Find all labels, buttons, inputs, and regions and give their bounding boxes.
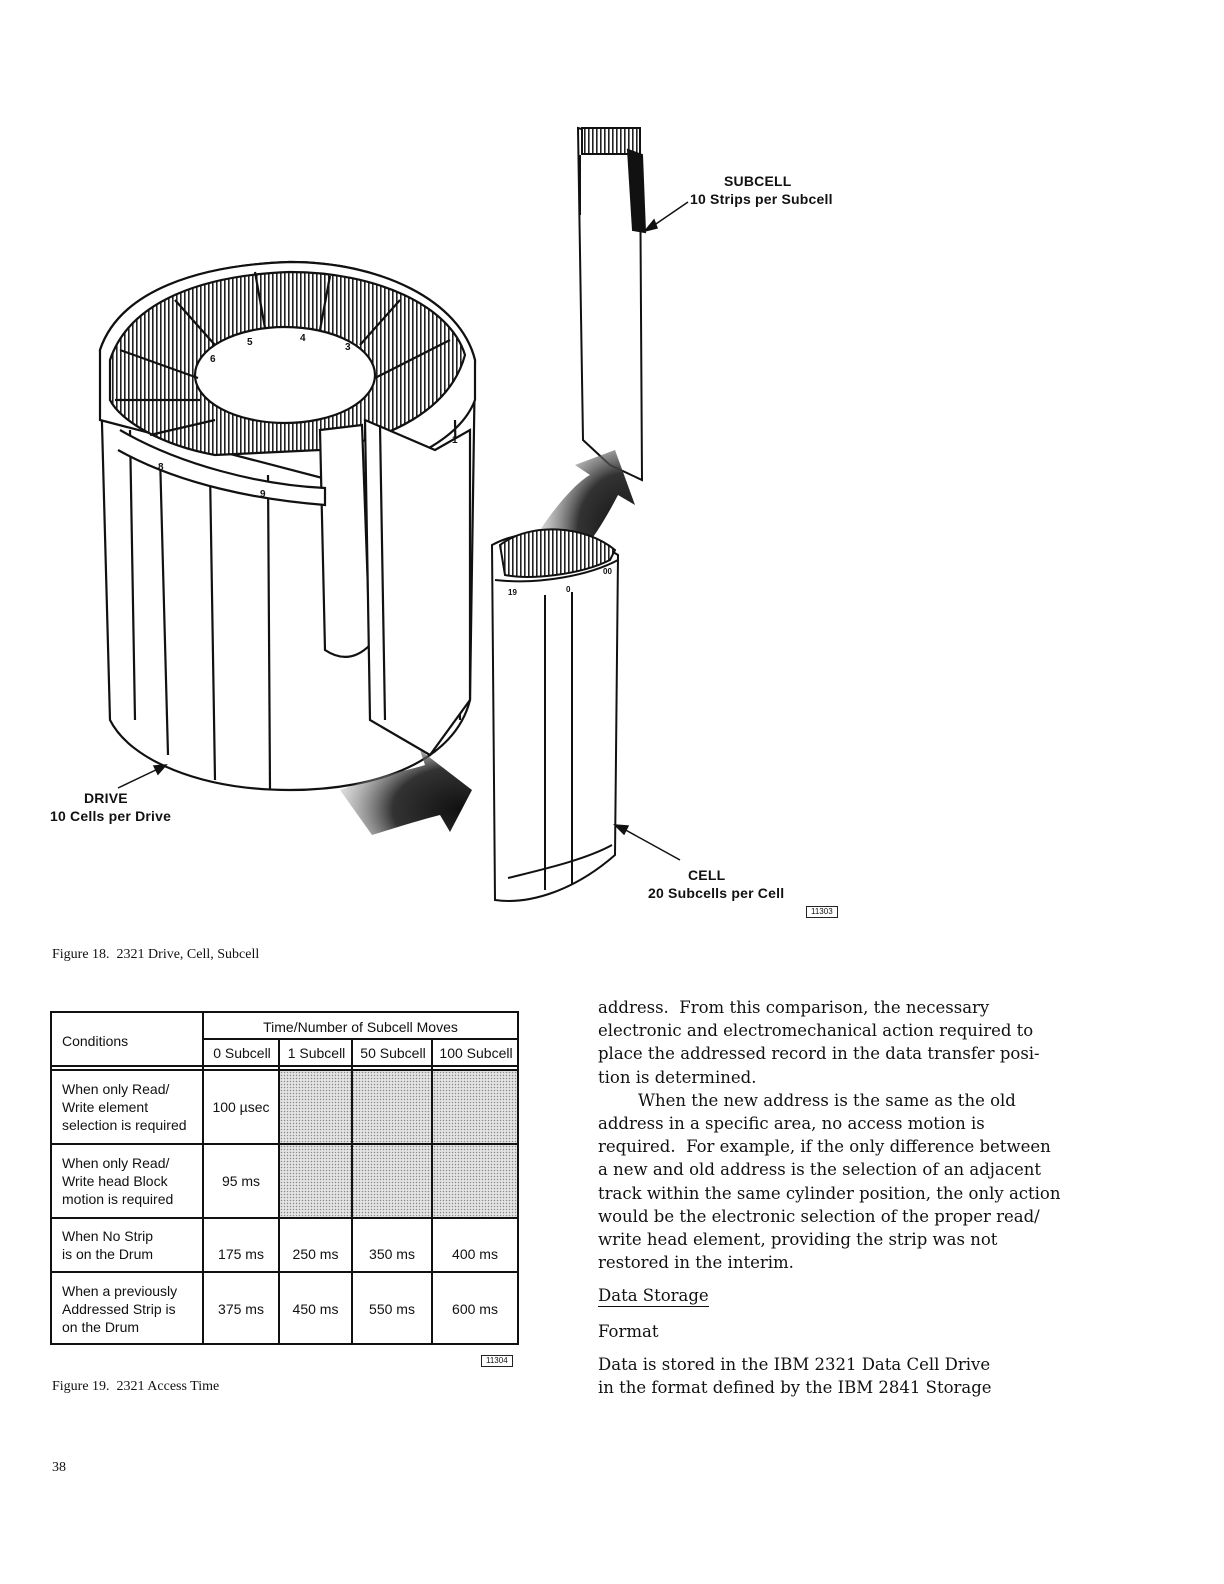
column-header: 1 Subcell [287, 1045, 346, 1061]
table-row-condition [62, 1275, 202, 1343]
table-cell: 350 ms [369, 1246, 415, 1262]
shaded-cell [280, 1145, 517, 1218]
cell-description: 20 Subcells per Cell [648, 885, 785, 901]
cell-mark: 19 [508, 588, 517, 597]
cell-drawing [492, 529, 618, 901]
text-line: electronic and electromechanical action required to [598, 1021, 1034, 1041]
column-header: 0 Subcell [213, 1045, 271, 1061]
condition-line: When No Strip [62, 1228, 154, 1244]
text-line: in the format defined by the IBM 2841 Storage [598, 1378, 992, 1398]
table-cell: 95 ms [221, 1173, 261, 1189]
table-cell: 375 ms [218, 1301, 264, 1317]
text-line: tion is determined. [598, 1067, 757, 1087]
condition-line: When only Read/ [62, 1155, 170, 1171]
drive-label [50, 789, 171, 825]
subcell-label [690, 172, 833, 208]
drive-number: 1 [452, 435, 458, 446]
drive-description: 10 Cells per Drive [50, 808, 172, 824]
table-cell: 400 ms [452, 1246, 498, 1262]
page-number: 38 [52, 1460, 66, 1475]
condition-line: is on the Drum [62, 1246, 154, 1262]
figure-19-caption: Figure 19. 2321 Access Time [52, 1379, 220, 1394]
drive-drawing [100, 262, 475, 790]
header-group: Time/Number of Subcell Moves [263, 1019, 458, 1035]
figure-19-code: 11304 [481, 1355, 513, 1367]
condition-line: selection is required [62, 1117, 187, 1133]
condition-line: When only Read/ [62, 1081, 170, 1097]
body-text-column [598, 996, 1118, 1399]
text-line: a new and old address is the selection of an adjacent [598, 1160, 1042, 1180]
column-header: 50 Subcell [360, 1045, 426, 1061]
table-row-condition [62, 1145, 202, 1217]
table-row-condition [62, 1219, 202, 1271]
text-line: required. For example, if the only difference between [598, 1137, 1051, 1157]
text-line: Data is stored in the IBM 2321 Data Cell Drive [598, 1354, 991, 1374]
drive-number: 8 [158, 462, 164, 473]
column-header: 100 Subcell [439, 1045, 513, 1061]
figure-18-caption: Figure 18. 2321 Drive, Cell, Subcell [52, 947, 260, 962]
text-line: address. From this comparison, the necessary [598, 998, 990, 1017]
text-line: When the new address is the same as the old [638, 1090, 1016, 1110]
subcell-drawing [578, 128, 645, 480]
text-line: restored in the interim. [598, 1253, 794, 1273]
shaded-cell [280, 1071, 517, 1144]
condition-line: Addressed Strip is [62, 1301, 176, 1317]
cell-mark: 00 [603, 567, 612, 576]
condition-line: Write head Block [62, 1173, 168, 1189]
condition-line: on the Drum [62, 1319, 140, 1335]
text-line: would be the electronic selection of the proper read/ [598, 1206, 1040, 1226]
text-line: place the addressed record in the data transfer posi- [598, 1044, 1040, 1064]
cell-title: CELL [688, 867, 726, 883]
cell-mark: 0 [566, 585, 571, 594]
table-cell: 450 ms [292, 1301, 339, 1317]
drive-number: 6 [210, 354, 216, 365]
text-line: track within the same cylinder position, the only action [598, 1183, 1061, 1203]
drive-number: 5 [247, 337, 253, 348]
subcell-description: 10 Strips per Subcell [690, 191, 833, 207]
paragraph [598, 1353, 1118, 1399]
table-cell: 100 µsec [212, 1099, 270, 1115]
drive-number: 9 [260, 489, 266, 500]
cell-label [648, 866, 784, 902]
table-cell: 175 ms [218, 1246, 264, 1262]
text-line: address in a specific area, no access motion is [598, 1114, 985, 1134]
subcell-title: SUBCELL [724, 173, 792, 189]
condition-line: motion is required [62, 1191, 174, 1207]
access-time-table [50, 1011, 519, 1345]
figure-18-code: 11303 [806, 906, 838, 918]
drive-title: DRIVE [84, 790, 128, 806]
paragraph [598, 1089, 1118, 1275]
condition-line: When a previously [62, 1283, 178, 1299]
table-cell: 250 ms [292, 1246, 339, 1262]
table-cell: 550 ms [369, 1301, 415, 1317]
condition-line: Write element [62, 1099, 149, 1115]
header-conditions: Conditions [62, 1033, 129, 1049]
text-line: write head element, providing the strip was not [598, 1230, 998, 1250]
table-cell: 600 ms [452, 1301, 498, 1317]
table-row-condition [62, 1071, 202, 1143]
section-heading: Data Storage [598, 1286, 709, 1306]
drive-number: 4 [300, 333, 306, 344]
drive-number: 3 [345, 342, 351, 353]
paragraph [598, 996, 1118, 1089]
subsection-heading: Format [598, 1321, 659, 1341]
